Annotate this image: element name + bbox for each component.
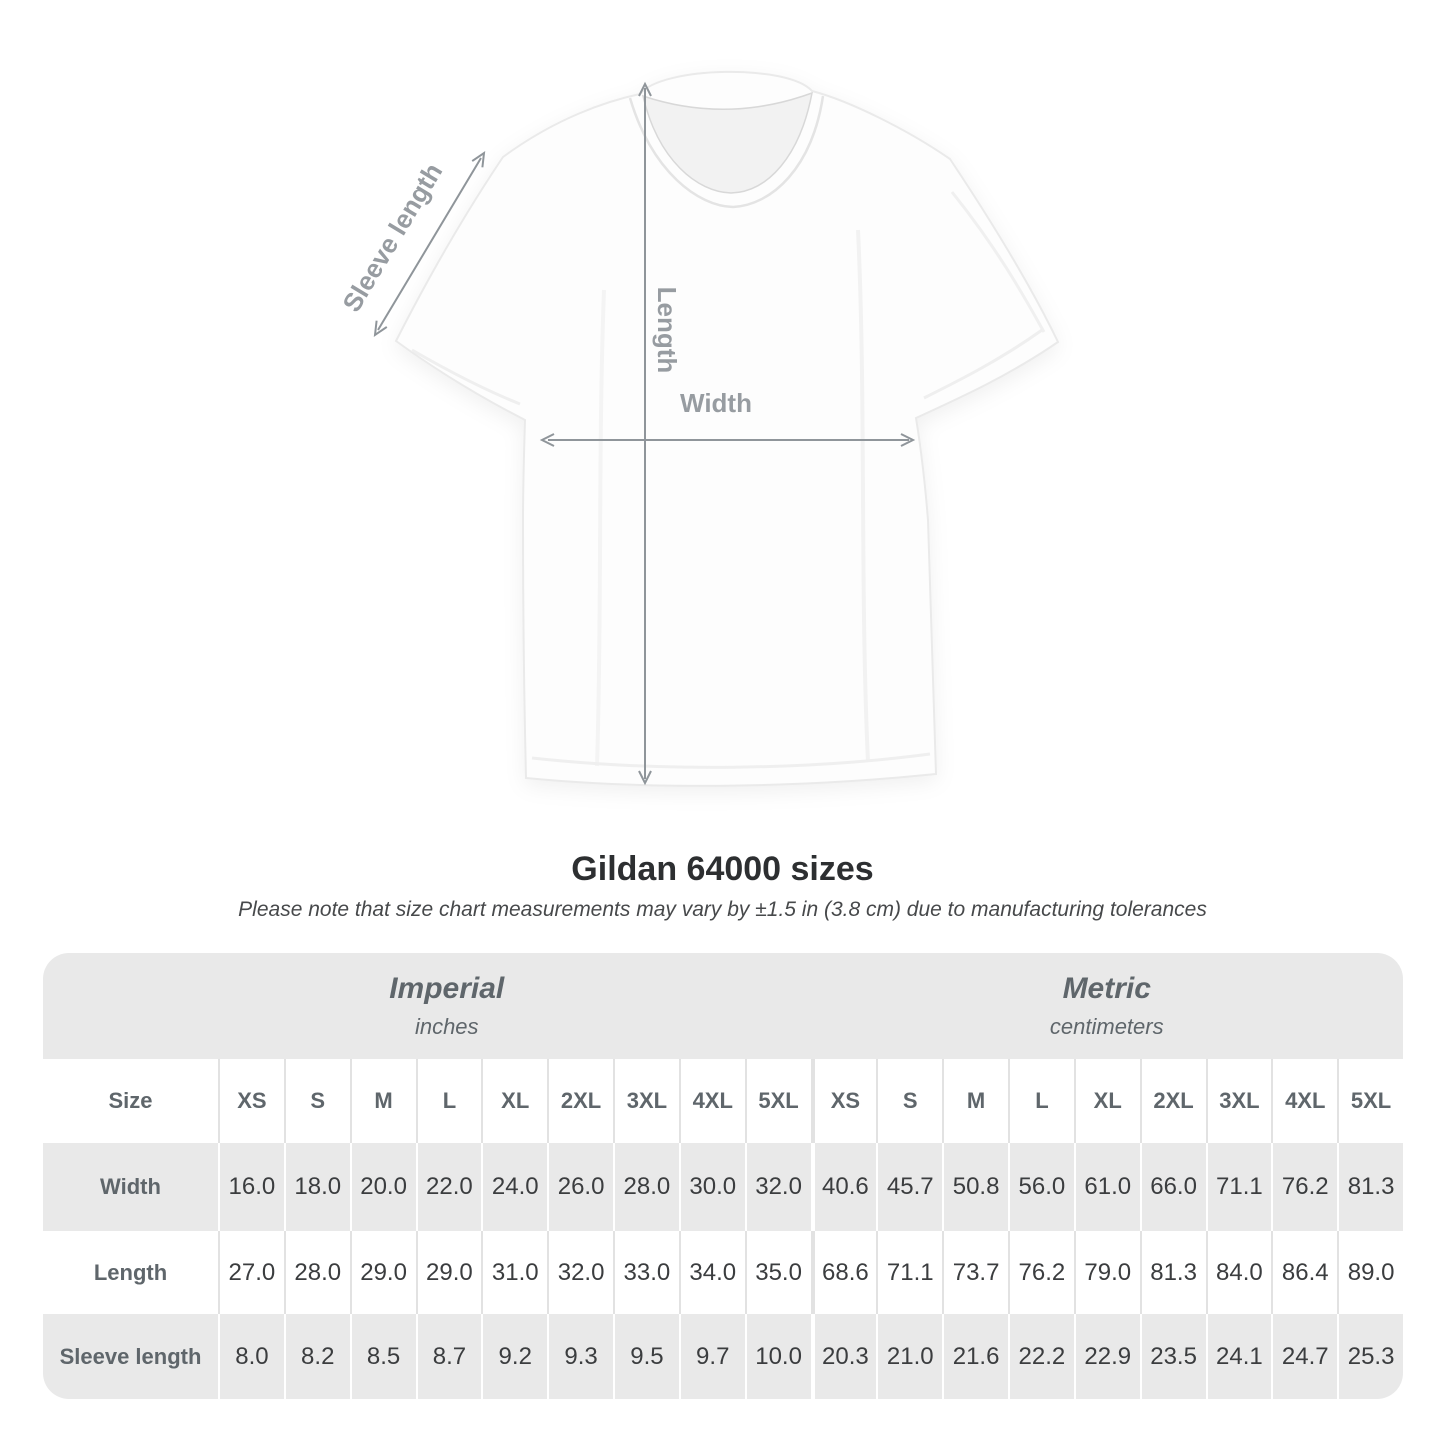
size-header-cell: S (284, 1059, 350, 1143)
size-value-cell: 20.0 (350, 1143, 416, 1231)
imperial-section-header (43, 953, 811, 1059)
row-label-cell: Sleeve length (43, 1314, 218, 1399)
size-value-cell: 20.3 (811, 1314, 877, 1399)
size-value-cell: 21.6 (942, 1314, 1008, 1399)
metric-section-title: Metric (1062, 972, 1151, 1005)
size-header-cell: L (416, 1059, 482, 1143)
page-subtitle: Please note that size chart measurements may vary by ±1.5 in (3.8 cm) due to manufacturing tolerances (238, 898, 1207, 921)
size-value-cell: 23.5 (1140, 1314, 1206, 1399)
size-value-cell: 8.7 (416, 1314, 482, 1399)
size-value-cell: 29.0 (416, 1231, 482, 1314)
size-value-cell: 30.0 (679, 1143, 745, 1231)
size-value-cell: 73.7 (942, 1231, 1008, 1314)
size-value-cell: 16.0 (218, 1143, 284, 1231)
size-value-cell: 22.9 (1074, 1314, 1140, 1399)
size-header-cell: L (1008, 1059, 1074, 1143)
size-header-cell: XL (1074, 1059, 1140, 1143)
size-value-cell: 35.0 (745, 1231, 811, 1314)
size-value-cell: 81.3 (1337, 1143, 1403, 1231)
size-header-cell: XS (811, 1059, 877, 1143)
size-header-cell: 3XL (1206, 1059, 1272, 1143)
size-value-cell: 9.7 (679, 1314, 745, 1399)
size-value-cell: 86.4 (1271, 1231, 1337, 1314)
size-value-cell: 56.0 (1008, 1143, 1074, 1231)
size-value-cell: 76.2 (1271, 1143, 1337, 1231)
size-value-cell: 25.3 (1337, 1314, 1403, 1399)
size-header-cell: XS (218, 1059, 284, 1143)
size-value-cell: 22.2 (1008, 1314, 1074, 1399)
size-value-cell: 29.0 (350, 1231, 416, 1314)
size-value-cell: 79.0 (1074, 1231, 1140, 1314)
size-value-cell: 8.0 (218, 1314, 284, 1399)
row-label-cell: Length (43, 1231, 218, 1314)
row-label-cell: Width (43, 1143, 218, 1231)
size-value-cell: 61.0 (1074, 1143, 1140, 1231)
size-value-cell: 18.0 (284, 1143, 350, 1231)
page-title: Gildan 64000 sizes (571, 850, 874, 888)
size-value-cell: 50.8 (942, 1143, 1008, 1231)
imperial-section-title: Imperial (389, 972, 505, 1005)
size-header-cell: M (942, 1059, 1008, 1143)
size-chart-table (43, 953, 1403, 1399)
size-value-cell: 71.1 (1206, 1143, 1272, 1231)
size-value-cell: 24.1 (1206, 1314, 1272, 1399)
size-value-cell: 45.7 (876, 1143, 942, 1231)
size-value-cell: 21.0 (876, 1314, 942, 1399)
size-header-cell: S (876, 1059, 942, 1143)
size-value-cell: 68.6 (811, 1231, 877, 1314)
size-value-cell: 32.0 (547, 1231, 613, 1314)
size-header-cell: 3XL (613, 1059, 679, 1143)
sleeve-length-label: Sleeve length (336, 157, 449, 317)
size-header-cell: M (350, 1059, 416, 1143)
width-label: Width (680, 388, 752, 418)
size-value-cell: 24.0 (481, 1143, 547, 1231)
size-value-cell: 28.0 (284, 1231, 350, 1314)
size-header-cell: 2XL (547, 1059, 613, 1143)
size-value-cell: 71.1 (876, 1231, 942, 1314)
size-value-cell: 10.0 (745, 1314, 811, 1399)
size-header-cell: 5XL (745, 1059, 811, 1143)
size-header-cell: XL (481, 1059, 547, 1143)
size-value-cell: 34.0 (679, 1231, 745, 1314)
tshirt-image (396, 72, 1058, 786)
size-value-cell: 9.3 (547, 1314, 613, 1399)
metric-section-unit: centimeters (1049, 1014, 1164, 1039)
imperial-section-unit: inches (414, 1014, 479, 1039)
size-value-cell: 76.2 (1008, 1231, 1074, 1314)
size-value-cell: 84.0 (1206, 1231, 1272, 1314)
length-label: Length (652, 286, 682, 374)
size-value-cell: 32.0 (745, 1143, 811, 1231)
size-value-cell: 27.0 (218, 1231, 284, 1314)
size-value-cell: 9.5 (613, 1314, 679, 1399)
size-header-cell: 4XL (679, 1059, 745, 1143)
size-value-cell: 8.5 (350, 1314, 416, 1399)
size-header-cell: 4XL (1271, 1059, 1337, 1143)
size-value-cell: 31.0 (481, 1231, 547, 1314)
size-value-cell: 33.0 (613, 1231, 679, 1314)
size-value-cell: 81.3 (1140, 1231, 1206, 1314)
size-value-cell: 9.2 (481, 1314, 547, 1399)
size-value-cell: 24.7 (1271, 1314, 1337, 1399)
size-value-cell: 89.0 (1337, 1231, 1403, 1314)
size-column-header: Size (43, 1059, 218, 1143)
size-value-cell: 28.0 (613, 1143, 679, 1231)
size-value-cell: 26.0 (547, 1143, 613, 1231)
size-value-cell: 22.0 (416, 1143, 482, 1231)
size-value-cell: 40.6 (811, 1143, 877, 1231)
size-header-cell: 2XL (1140, 1059, 1206, 1143)
size-value-cell: 66.0 (1140, 1143, 1206, 1231)
size-header-cell: 5XL (1337, 1059, 1403, 1143)
size-value-cell: 8.2 (284, 1314, 350, 1399)
metric-section-header (811, 953, 1404, 1059)
